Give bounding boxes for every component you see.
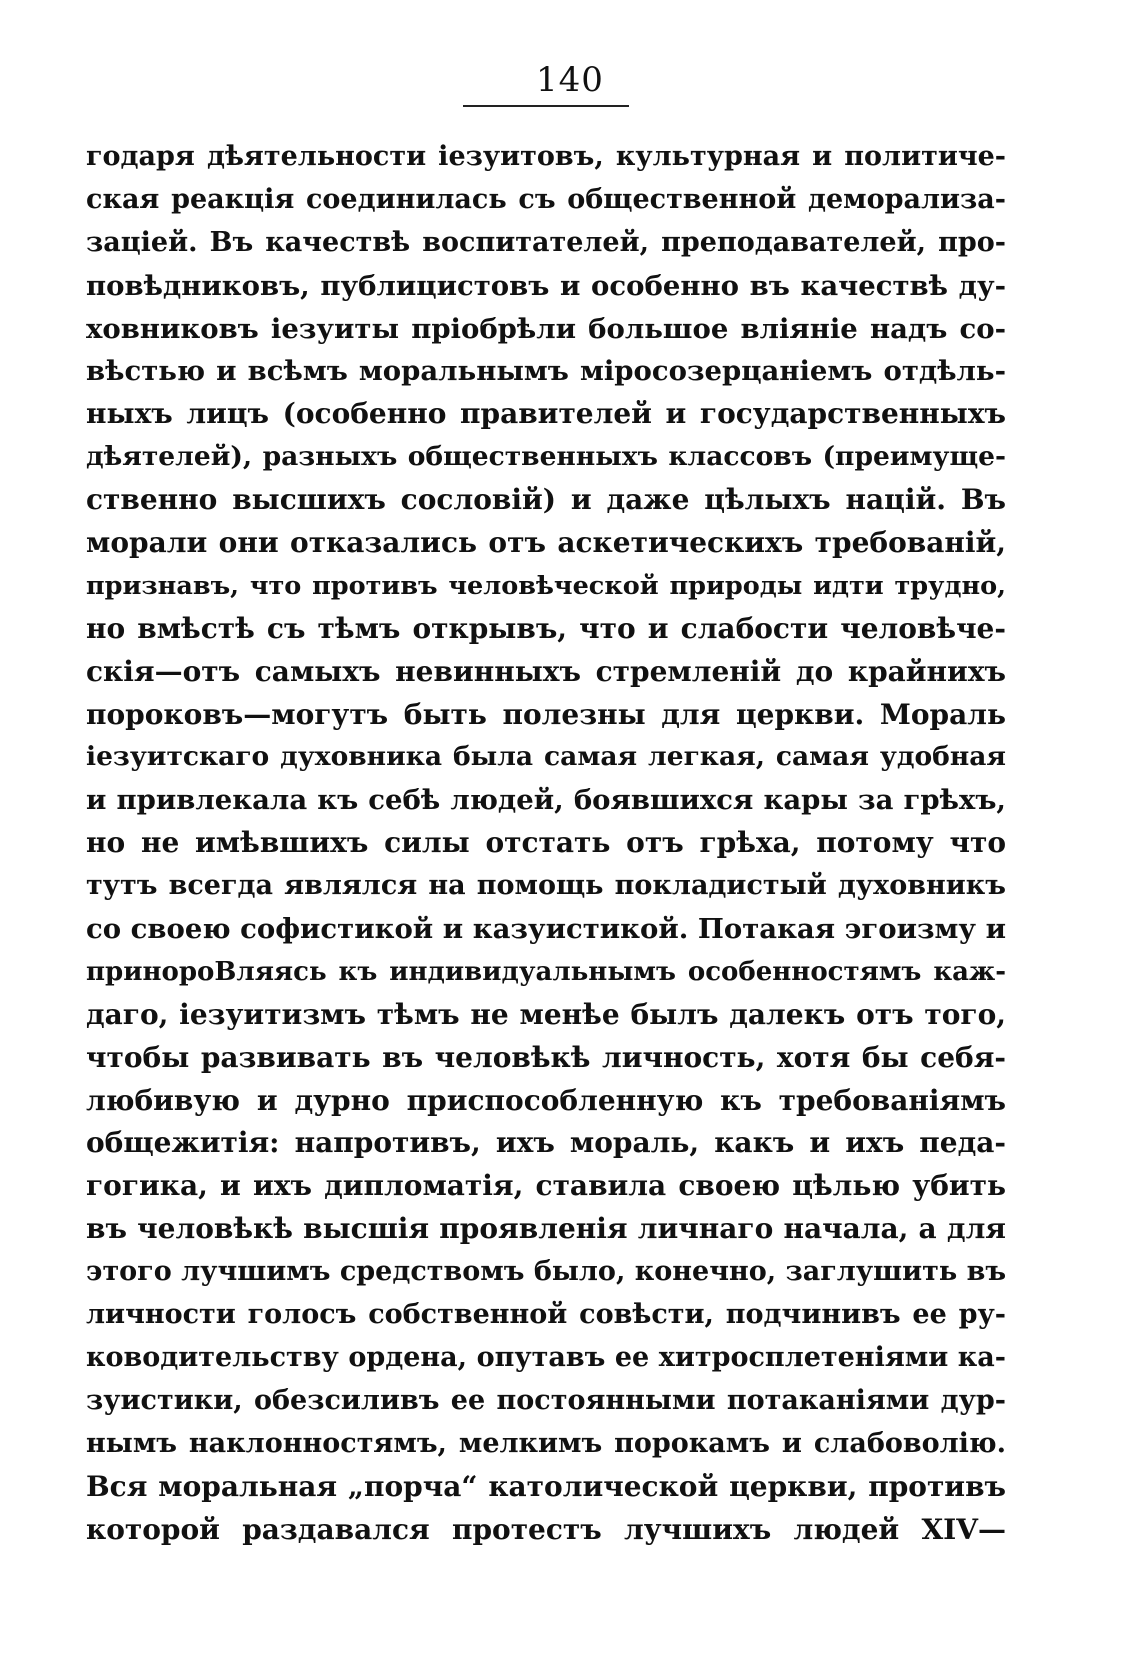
- text-line: личности голосъ собственной совѣсти, подчинивъ ее ру-: [86, 1299, 1006, 1331]
- page-number-rule: [463, 105, 629, 107]
- text-line: нымъ наклонностямъ, мелкимъ порокамъ и слабоволію.: [86, 1427, 1006, 1459]
- text-line: общежитія: напротивъ, ихъ мораль, какъ и ихъ педа-: [86, 1126, 1006, 1160]
- text-line: ховниковъ іезуиты пріобрѣли большое вліяніе надъ со-: [86, 312, 1006, 345]
- text-line: гогика, и ихъ дипломатія, ставила своею цѣлью убить: [86, 1169, 1006, 1203]
- text-line: зуистики, обезсиливъ ее постоянными потаканіями дур-: [86, 1384, 1006, 1416]
- text-line: признавъ, что противъ человѣческой природы идти трудно,: [86, 570, 1006, 601]
- text-line: ныхъ лицъ (особенно правителей и государственныхъ: [86, 397, 1006, 431]
- text-line: даго, іезуитизмъ тѣмъ не менѣе былъ далекъ отъ того,: [86, 997, 1006, 1031]
- text-line: годаря дѣятельности іезуитовъ, культурная и политиче-: [86, 141, 1006, 172]
- text-line: и привлекала къ себѣ людей, боявшихся кары за грѣхъ,: [86, 784, 1006, 817]
- text-line: принороВляясь къ индивидуальнымъ особенностямъ каж-: [86, 956, 1006, 987]
- text-line: повѣдниковъ, публицистовъ и особенно въ качествѣ ду-: [86, 269, 1006, 302]
- text-line: ководительству ордена, опутавъ ее хитросплетеніями ка-: [86, 1341, 1006, 1373]
- text-line: ственно высшихъ сословій) и даже цѣлыхъ націй. Въ: [86, 483, 1006, 517]
- text-line: іезуитскаго духовника была самая легкая, самая удобная: [86, 741, 1006, 773]
- text-line: вѣстью и всѣмъ моральнымъ міросозерцаніемъ отдѣль-: [86, 355, 1006, 388]
- text-line: дѣятелей), разныхъ общественныхъ классовъ (преимуще-: [86, 441, 1006, 473]
- body-text: [86, 136, 1006, 1551]
- text-line: чтобы развивать въ человѣкѣ личность, хотя бы себя-: [86, 1040, 1006, 1074]
- text-line: пороковъ—могутъ быть полезны для церкви. Мораль: [86, 697, 1006, 731]
- text-line: но вмѣстѣ съ тѣмъ открывъ, что и слабости человѣче-: [86, 611, 1006, 645]
- text-line: но не имѣвшихъ силы отстать отъ грѣха, потому что: [86, 826, 1006, 860]
- text-line: ская реакція соединилась съ общественной деморализа-: [86, 183, 1006, 215]
- text-line: въ человѣкѣ высшія проявленія личнаго начала, а для: [86, 1212, 1006, 1246]
- text-line: любивую и дурно приспособленную къ требованіямъ: [86, 1083, 1006, 1117]
- text-line: этого лучшимъ средствомъ было, конечно, заглушить въ: [86, 1256, 1006, 1288]
- text-line: заціей. Въ качествѣ воспитателей, преподавателей, про-: [86, 226, 1006, 258]
- text-line: Вся моральная „порча“ католической церкви, противъ: [86, 1469, 1006, 1503]
- page-number: 140: [536, 60, 604, 100]
- text-line: со своею софистикой и казуистикой. Потакая эгоизму и: [86, 913, 1006, 946]
- text-line: скія—отъ самыхъ невинныхъ стремленій до крайнихъ: [86, 654, 1006, 688]
- text-line: морали они отказались отъ аскетическихъ требованій,: [86, 526, 1006, 560]
- text-line: тутъ всегда являлся на помощь покладистый духовникъ: [86, 870, 1006, 902]
- text-line: которой раздавался протестъ лучшихъ людей XIV—: [86, 1512, 1006, 1546]
